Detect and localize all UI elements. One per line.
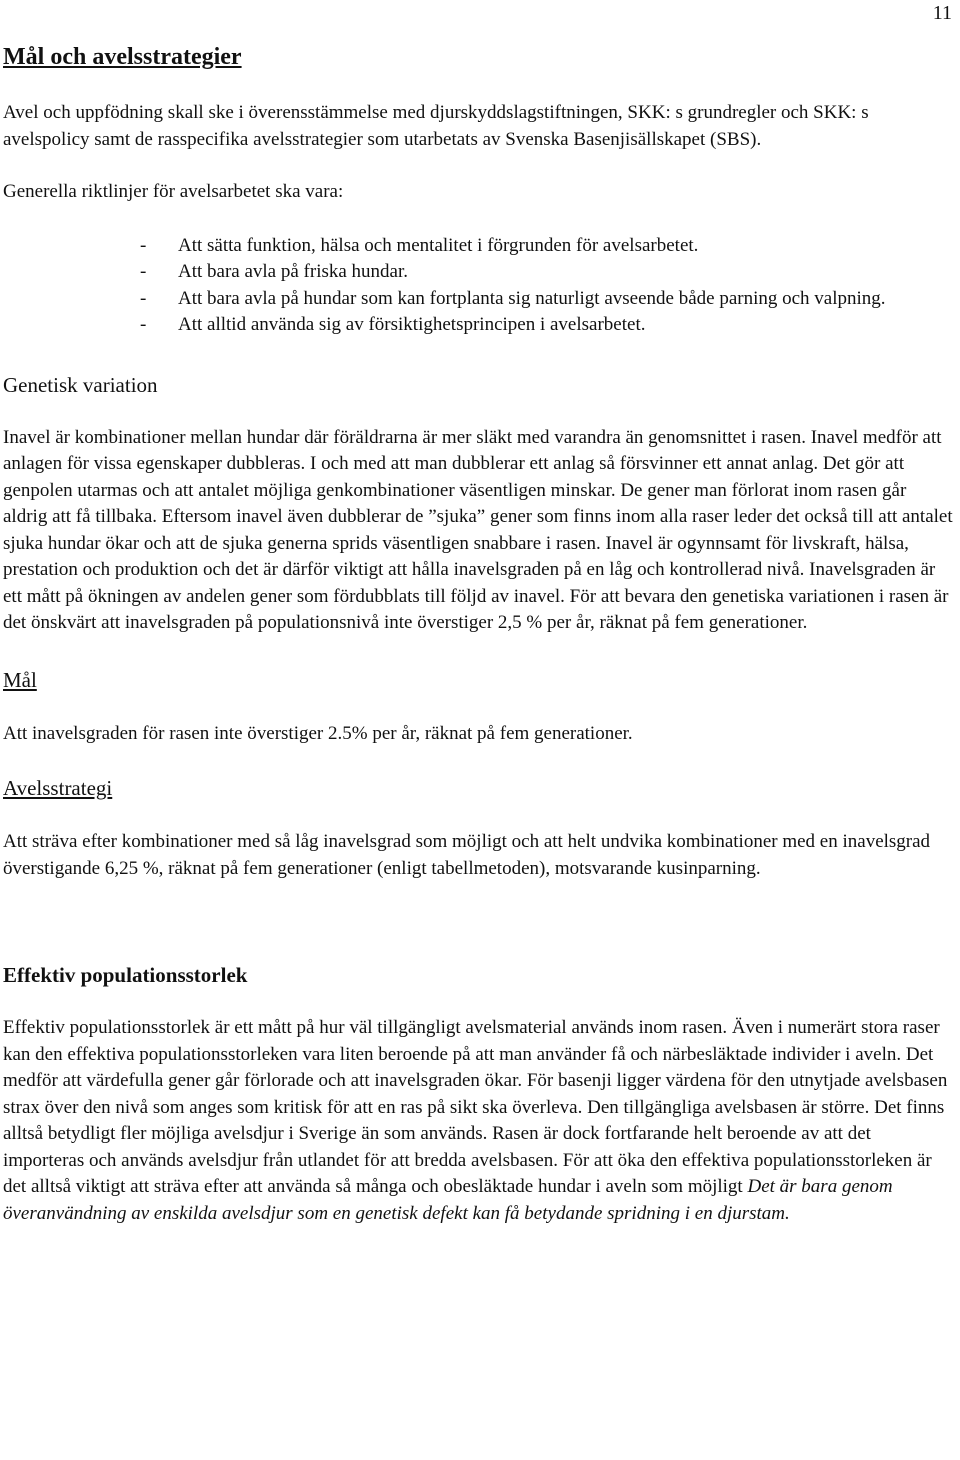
list-item-text: Att alltid använda sig av försiktighetsprincipen i avelsarbetet.	[178, 314, 646, 335]
heading-genetic-variation: Genetisk variation	[3, 372, 158, 397]
list-item-text: Att sätta funktion, hälsa och mentalitet i förgrunden för avelsarbetet.	[178, 234, 699, 256]
strategy-paragraph: Att sträva efter kombinationer med så låg inavelsgrad som möjligt och att helt undvika kombinationer med en inavelsgrad överstigande 6,25 %, räknat på fem generationer (enligt tabellmetoden), motsvarande kusinparning.	[3, 831, 931, 879]
effective-italic-text: Det är bara genom överanvändning av enskilda avelsdjur som en genetisk defekt kan få betydande spridning i en djurstam.	[3, 1176, 893, 1224]
heading-strategy: Avelsstrategi	[3, 776, 113, 800]
genetic-paragraph: Inavel är kombinationer mellan hundar där föräldrarna är mer släkt med varandra än genomsnittet i rasen. Inavel medför att anlagen för vissa egenskaper dubbleras. I och med att man dubblerar ett anlag så försvinner ett annat anlag. Det gör att genpolen utarmas och att antalet möjliga genkombinationer väsentligen minskar. De gener man förlorat inom rasen går aldrig att få tillbaka. Eftersom inavel även dubblerar de ”sjuka” gener som finns inom alla raser leder det också till att antalet sjuka hundar ökar och att de sjuka generna sprids väsentligen snabbare i rasen. Inavel är ogynnsamt för livskraft, hälsa, prestation och produktion och det är därför viktigt att hålla inavelsgraden på en låg och kontrollerad nivå. Inavelsgraden är ett mått på ökningen av andelen gener som fördubblats till följd av inavel. För att bevara den genetiska variationen i rasen är det önskvärt att inavelsgraden på populationsnivå inte överstiger 2,5 % per år, räknat på fem generationer.	[3, 426, 953, 633]
list-item	[140, 286, 953, 313]
page-content	[3, 40, 953, 1227]
page-number: 11	[932, 2, 952, 24]
dash-bullet: -	[140, 314, 147, 335]
list-item-text: Att bara avla på hundar som kan fortplanta sig naturligt avseende både parning och valpning.	[178, 287, 886, 309]
goal-paragraph: Att inavelsgraden för rasen inte överstiger 2.5% per år, räknat på fem generationer.	[3, 722, 633, 744]
list-item	[140, 259, 953, 286]
effective-text: Effektiv populationsstorlek är ett mått på hur väl tillgängligt avelsmaterial används inom rasen. Även i numerärt stora raser kan den effektiva populationsstorleken vara liten beroende på att man använder få och närbesläktade individer i aveln. Det medför att värdefulla gener går förlorade och att inavelsgraden ökar. För basenji ligger värdena för den utnytjade avelsbasen strax över den nivå som anges som kritisk för att en ras på sikt ska överleva. Den tillgängliga avelsbasen är större. Det finns alltså betydligt fler möjliga avelsdjur i Sverige än som används. Rasen är dock fortfarande helt beroende av att det importeras och används avelsdjur från utlandet för att bredda avelsbasen. För att öka den effektiva populationsstorleken är det alltså viktigt att sträva efter att använda så många och obesläktade hundar i aveln som möjligt	[3, 1017, 948, 1197]
heading-main: Mål och avelsstrategier	[3, 44, 242, 70]
dash-bullet: -	[140, 261, 147, 282]
guidelines-intro: Generella riktlinjer för avelsarbetet ska vara:	[3, 181, 344, 202]
list-item	[140, 233, 953, 260]
effective-paragraph	[3, 1015, 953, 1227]
heading-effective-population: Effektiv populationsstorlek	[3, 963, 248, 987]
guidelines-list	[3, 233, 953, 339]
dash-bullet: -	[140, 234, 147, 256]
heading-goal: Mål	[3, 667, 37, 692]
dash-bullet: -	[140, 287, 147, 309]
intro-paragraph: Avel och uppfödning skall ske i överensstämmelse med djurskyddslagstiftningen, SKK: s grundregler och SKK: s avelspolicy samt de rasspecifika avelsstrategier som utarbetats av Svenska Basenjisällskapet (SBS).	[3, 102, 869, 150]
list-item	[140, 312, 953, 339]
list-item-text: Att bara avla på friska hundar.	[178, 261, 409, 282]
